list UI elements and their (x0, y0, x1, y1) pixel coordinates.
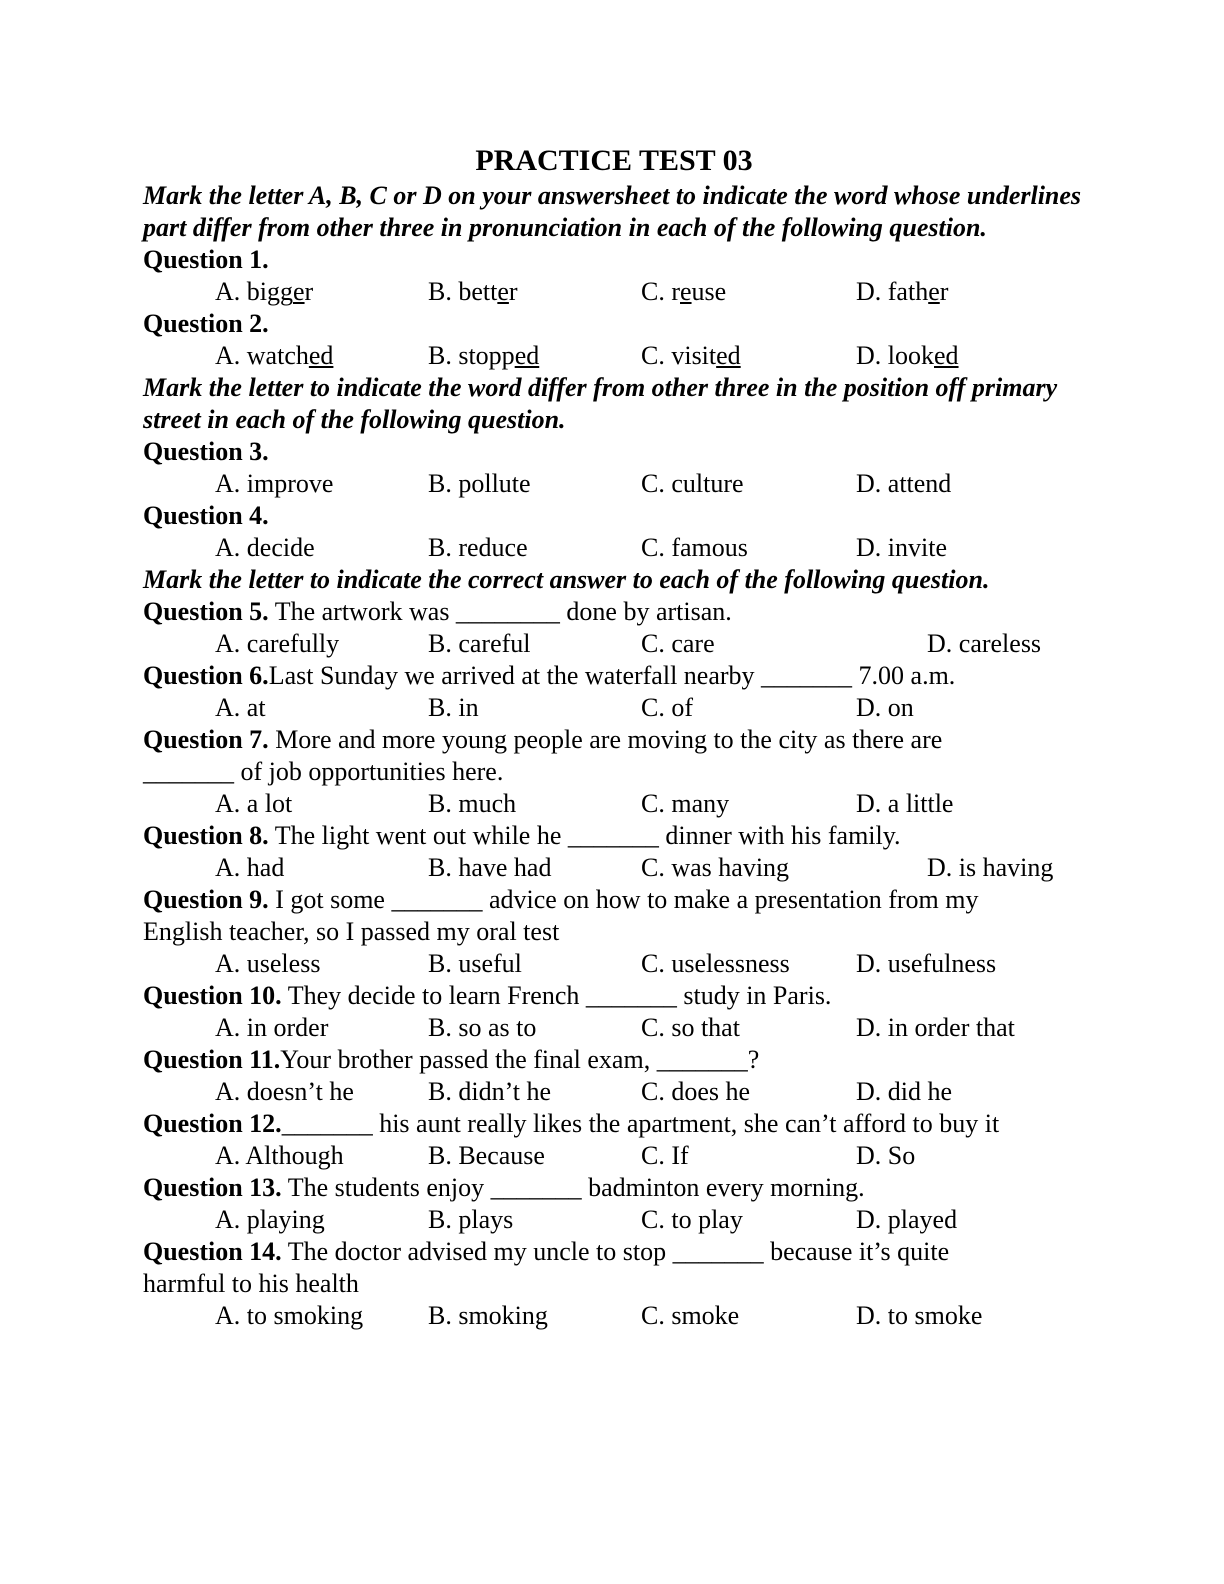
option-b: B. Because (428, 1141, 545, 1170)
option-a: A. at (215, 693, 266, 722)
option-b: B. didn’t he (428, 1077, 552, 1106)
option-d: D. invite (856, 533, 947, 562)
page-title: PRACTICE TEST 03 (475, 144, 753, 177)
question-4-options (143, 532, 1083, 564)
option-d: D. father (856, 277, 949, 306)
question-label: Question 2. (143, 309, 269, 338)
option-c: C. of (641, 693, 693, 722)
question-9 (143, 884, 1043, 948)
question-label: Question 7. (143, 725, 269, 754)
question-text: Last Sunday we arrived at the waterfall nearby _______ 7.00 a.m. (268, 661, 956, 690)
question-text: The artwork was ________ done by artisan. (268, 597, 732, 626)
option-b: B. much (428, 789, 517, 818)
option-d: D. played (856, 1205, 958, 1234)
option-c: C. visited (641, 341, 741, 370)
option-b: B. pollute (428, 469, 531, 498)
section-3-instruction: Mark the letter to indicate the correct answer to each of the following question. (143, 565, 990, 594)
option-d: D. did he (856, 1077, 953, 1106)
question-2 (143, 308, 1083, 340)
option-a: A. bigger (215, 277, 314, 306)
question-5-options (143, 628, 1083, 660)
option-a: A. to smoking (215, 1301, 364, 1330)
option-b: B. useful (428, 949, 522, 978)
option-b: B. careful (428, 629, 531, 658)
section-1-instruction: Mark the letter A, B, C or D on your answersheet to indicate the word whose underlines part differ from other three in pronunciation in each of the following question. (143, 181, 1082, 242)
option-a: A. decide (215, 533, 315, 562)
option-d: D. to smoke (856, 1301, 983, 1330)
question-text: The students enjoy _______ badminton every morning. (281, 1173, 865, 1202)
question-label: Question 14. (143, 1237, 282, 1266)
question-9-options (143, 948, 1083, 980)
question-11-options (143, 1076, 1083, 1108)
question-label: Question 6. (143, 661, 269, 690)
question-text: _______ his aunt really likes the apartment, she can’t afford to buy it (281, 1109, 1000, 1138)
option-c: C. reuse (641, 277, 727, 306)
question-text: Your brother passed the final exam, _______? (280, 1045, 760, 1074)
question-8 (143, 820, 1083, 852)
option-d: D. attend (856, 469, 952, 498)
question-12 (143, 1108, 1083, 1140)
question-text: They decide to learn French _______ study in Paris. (281, 981, 832, 1010)
option-b: B. reduce (428, 533, 528, 562)
option-b: B. plays (428, 1205, 514, 1234)
option-c: C. uselessness (641, 949, 790, 978)
section-2-instruction: Mark the letter to indicate the word differ from other three in the position off primary street in each of the following question. (143, 373, 1058, 434)
question-label: Question 3. (143, 437, 269, 466)
option-a: A. had (215, 853, 285, 882)
option-a: A. in order (215, 1013, 329, 1042)
question-label: Question 9. (143, 885, 269, 914)
option-c: C. care (641, 629, 715, 658)
question-label: Question 13. (143, 1173, 282, 1202)
question-3 (143, 436, 1083, 468)
question-label: Question 11. (143, 1045, 281, 1074)
question-14 (143, 1236, 1023, 1300)
question-text: More and more young people are moving to the city as there are _______ of job opportunities here. (143, 725, 943, 786)
question-text: The light went out while he _______ dinner with his family. (268, 821, 901, 850)
option-c: C. to play (641, 1205, 743, 1234)
question-7 (143, 724, 1013, 788)
question-1-options (143, 276, 1083, 308)
option-c: C. famous (641, 533, 748, 562)
question-12-options (143, 1140, 1083, 1172)
option-a: A. doesn’t he (215, 1077, 354, 1106)
question-7-options (143, 788, 1083, 820)
option-a: A. Although (215, 1141, 344, 1170)
question-label: Question 10. (143, 981, 282, 1010)
option-a: A. improve (215, 469, 334, 498)
question-label: Question 4. (143, 501, 269, 530)
option-d: D. careless (927, 629, 1042, 658)
question-1 (143, 244, 1083, 276)
option-d: D. a little (856, 789, 954, 818)
option-c: C. smoke (641, 1301, 740, 1330)
question-6 (143, 660, 1083, 692)
option-b: B. so as to (428, 1013, 537, 1042)
option-c: C. was having (641, 853, 790, 882)
question-label: Question 12. (143, 1109, 282, 1138)
option-c: C. does he (641, 1077, 751, 1106)
option-c: C. culture (641, 469, 744, 498)
option-b: B. have had (428, 853, 552, 882)
question-13 (143, 1172, 1083, 1204)
option-b: B. in (428, 693, 479, 722)
question-10 (143, 980, 1083, 1012)
question-4 (143, 500, 1083, 532)
question-2-options (143, 340, 1083, 372)
option-a: A. a lot (215, 789, 293, 818)
question-label: Question 5. (143, 597, 269, 626)
option-d: D. in order that (856, 1013, 1015, 1042)
question-10-options (143, 1012, 1083, 1044)
question-3-options (143, 468, 1083, 500)
question-text: The doctor advised my uncle to stop _______ because it’s quite harmful to his health (143, 1237, 950, 1298)
question-label: Question 1. (143, 245, 269, 274)
option-a: A. watched (215, 341, 334, 370)
option-a: A. carefully (215, 629, 340, 658)
option-a: A. playing (215, 1205, 325, 1234)
question-label: Question 8. (143, 821, 269, 850)
option-d: D. is having (927, 853, 1054, 882)
question-text: I got some _______ advice on how to make a presentation from my English teacher, so I passed my oral test (143, 885, 979, 946)
option-c: C. If (641, 1141, 689, 1170)
question-13-options (143, 1204, 1083, 1236)
option-c: C. so that (641, 1013, 740, 1042)
option-c: C. many (641, 789, 730, 818)
option-d: D. on (856, 693, 914, 722)
option-d: D. looked (856, 341, 959, 370)
worksheet (143, 142, 1083, 1332)
option-b: B. stopped (428, 341, 540, 370)
question-6-options (143, 692, 1083, 724)
question-14-options (143, 1300, 1083, 1332)
option-a: A. useless (215, 949, 321, 978)
option-d: D. So (856, 1141, 916, 1170)
option-b: B. better (428, 277, 518, 306)
question-8-options (143, 852, 1083, 884)
option-d: D. usefulness (856, 949, 997, 978)
question-11 (143, 1044, 1083, 1076)
question-5 (143, 596, 1083, 628)
option-b: B. smoking (428, 1301, 548, 1330)
